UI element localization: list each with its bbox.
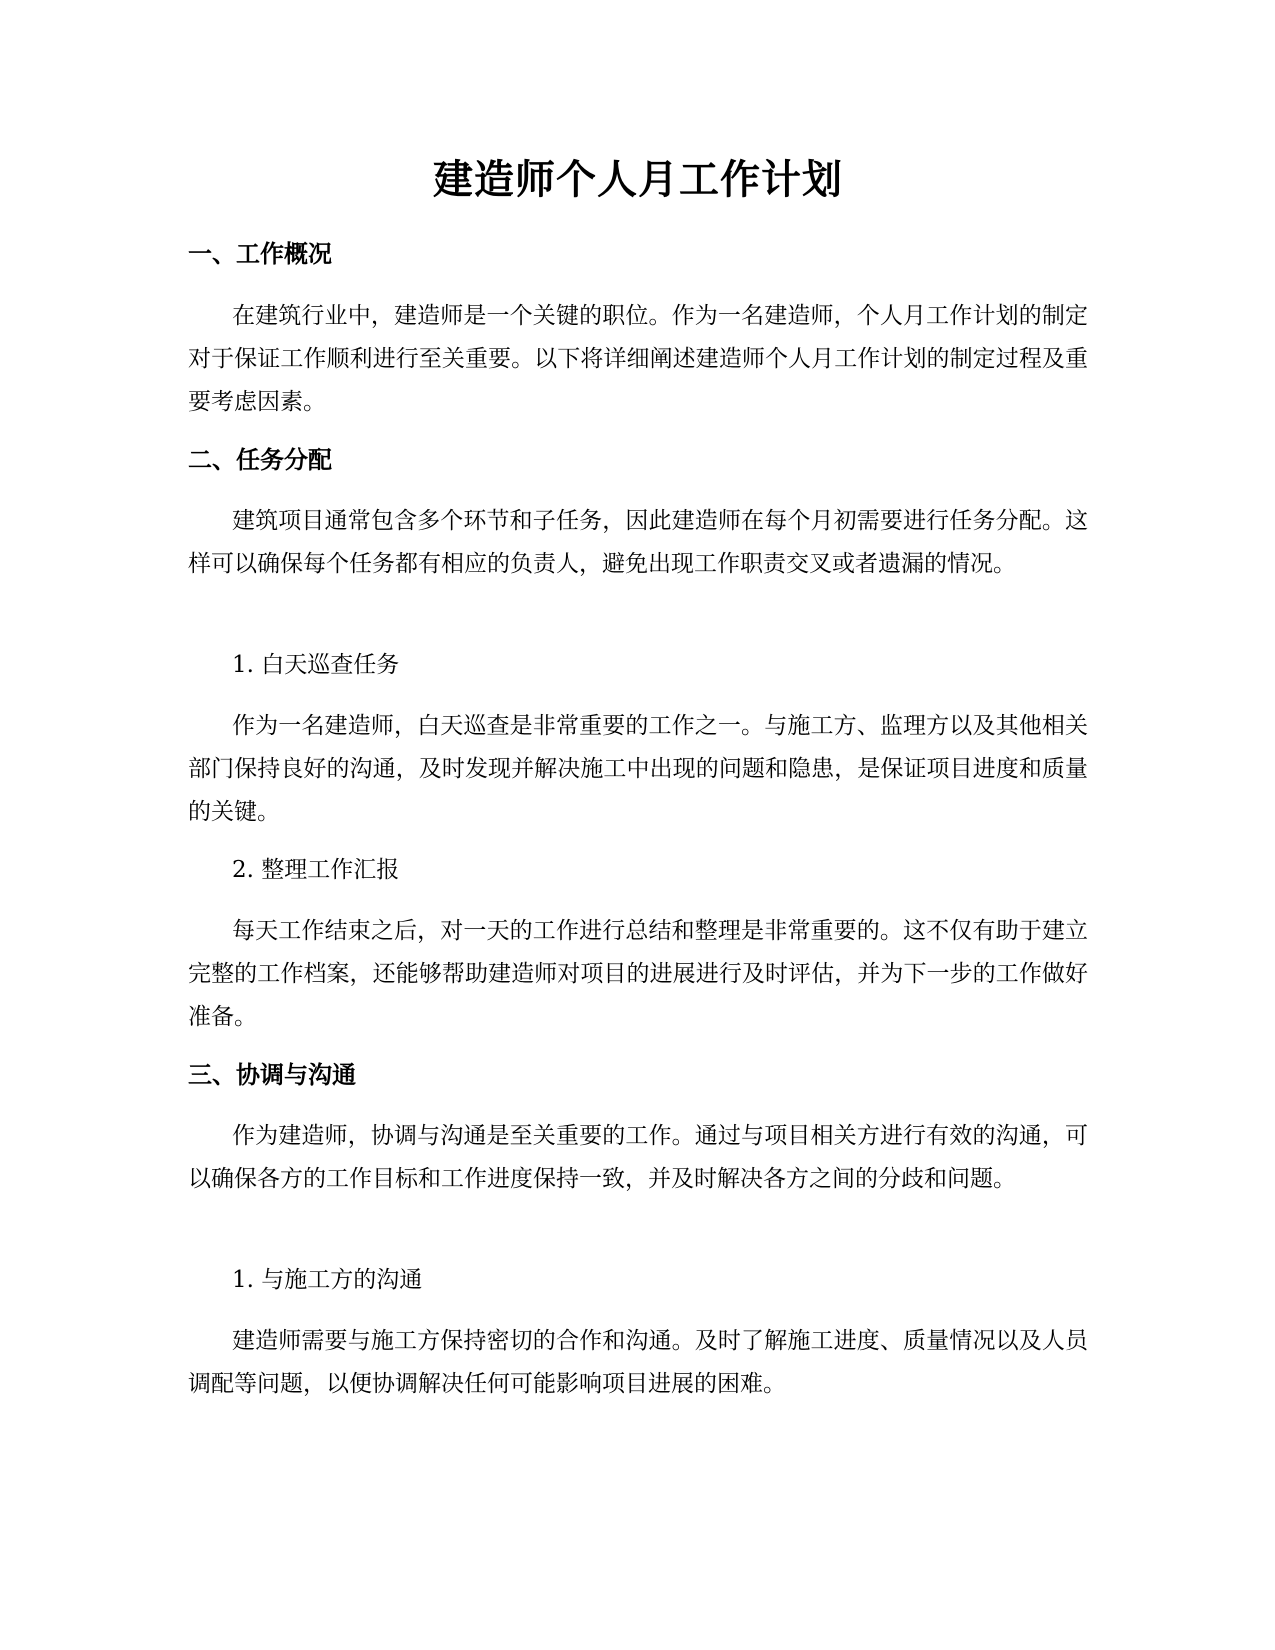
section-paragraph: 作为建造师，协调与沟通是至关重要的工作。通过与项目相关方进行有效的沟通，可以确保各方的工作目标和工作进度保持一致，并及时解决各方之间的分歧和问题。 — [188, 1123, 1088, 1192]
section-heading-coordination: 三、协调与沟通 — [188, 1061, 356, 1089]
list-item-paragraph: 作为一名建造师，白天巡查是非常重要的工作之一。与施工方、监理方以及其他相关部门保持良好的沟通，及时发现并解决施工中出现的问题和隐患，是保证项目进度和质量的关键。 — [188, 713, 1088, 825]
section-paragraph: 建筑项目通常包含多个环节和子任务，因此建造师在每个月初需要进行任务分配。这样可以确保每个任务都有相应的负责人，避免出现工作职责交叉或者遗漏的情况。 — [188, 508, 1088, 577]
list-item-paragraph: 每天工作结束之后，对一天的工作进行总结和整理是非常重要的。这不仅有助于建立完整的工作档案，还能够帮助建造师对项目的进展进行及时评估，并为下一步的工作做好准备。 — [188, 918, 1088, 1030]
list-item-label: 2. 整理工作汇报 — [232, 857, 400, 883]
list-item-label: 1. 白天巡查任务 — [232, 652, 400, 678]
list-item-paragraph: 建造师需要与施工方保持密切的合作和沟通。及时了解施工进度、质量情况以及人员调配等问题，以便协调解决任何可能影响项目进展的困难。 — [188, 1328, 1088, 1397]
document-title: 建造师个人月工作计划 — [433, 157, 843, 203]
section-heading-task-allocation: 二、任务分配 — [188, 446, 332, 474]
section-heading-overview: 一、工作概况 — [188, 240, 332, 268]
section-paragraph: 在建筑行业中，建造师是一个关键的职位。作为一名建造师，个人月工作计划的制定对于保证工作顺利进行至关重要。以下将详细阐述建造师个人月工作计划的制定过程及重要考虑因素。 — [188, 303, 1088, 415]
list-item-label: 1. 与施工方的沟通 — [232, 1267, 423, 1293]
